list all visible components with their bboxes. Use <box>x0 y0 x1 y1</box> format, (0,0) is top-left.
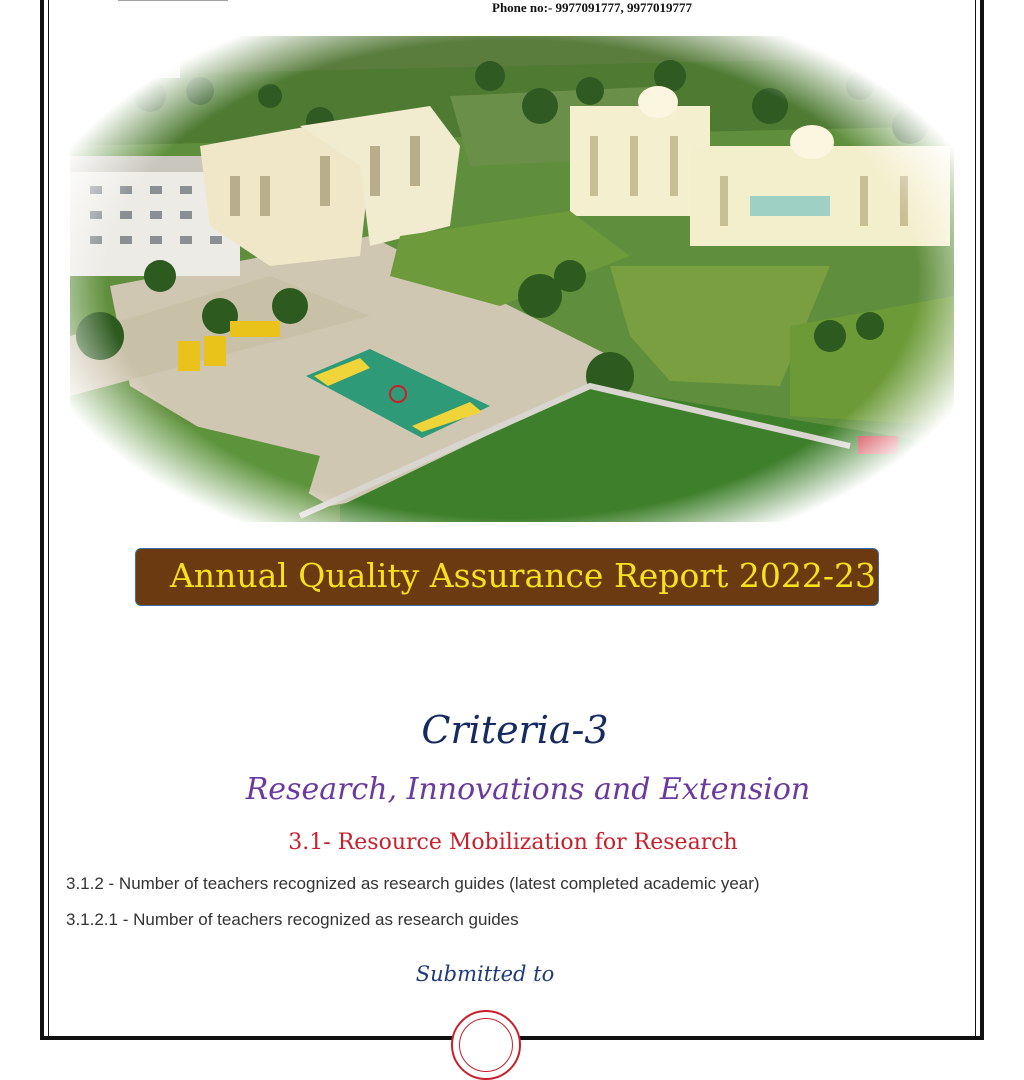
report-title: Annual Quality Assurance Report 2022-23 <box>170 556 876 595</box>
section-heading: 3.1- Resource Mobilization for Research <box>288 830 738 855</box>
criteria-heading: Criteria-3 <box>421 708 609 752</box>
campus-aerial-photo <box>70 36 954 522</box>
metric-line-3-1-2: 3.1.2 - Number of teachers recognized as research guides (latest completed academic year) <box>66 874 760 893</box>
submitted-to-label: Submitted to <box>415 962 555 986</box>
header-cropped-text <box>118 0 228 4</box>
metric-line-3-1-2-1: 3.1.2.1 - Number of teachers recognized as research guides <box>66 910 519 929</box>
phone-numbers: Phone no:- 9977091777, 9977019777 <box>492 0 693 15</box>
criteria-subtitle: Research, Innovations and Extension <box>245 772 811 807</box>
institution-seal-logo <box>451 1010 521 1080</box>
